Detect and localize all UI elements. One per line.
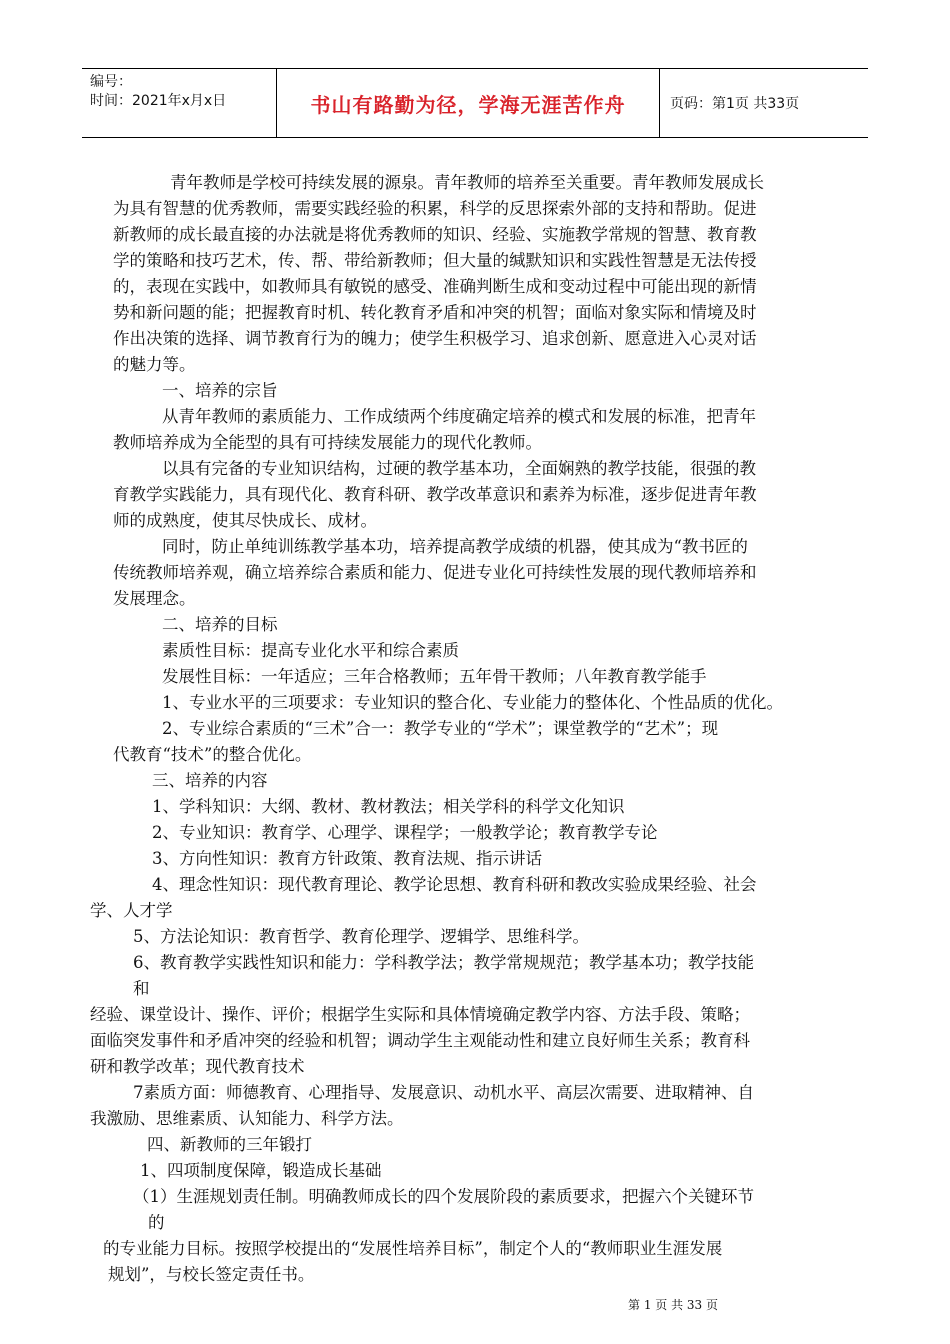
body-line: 代教育“技术”的整合优化。 (113, 745, 312, 764)
body-line: 育教学实践能力，具有现代化、教育科研、教学改革意识和素养为标准，逐步促进青年教 (113, 485, 757, 504)
doc-time-label: 时间：2021年x月x日 (90, 93, 227, 109)
body-line: 面临突发事件和矛盾冲突的经验和机智；调动学生主观能动性和建立良好师生关系；教育科 (90, 1031, 750, 1050)
body-line: 新教师的成长最直接的办法就是将优秀教师的知识、经验、实施教学常规的智慧、教育教 (113, 225, 757, 244)
body-line: 研和教学改革；现代教育技术 (90, 1057, 305, 1076)
body-line: 和 (133, 979, 150, 998)
body-line: 教师培养成为全能型的具有可持续发展能力的现代化教师。 (113, 433, 542, 452)
body-line: 4、理念性知识：现代教育理论、教学论思想、教育科研和教改实验成果经验、社会 (152, 875, 757, 894)
body-line: 发展理念。 (113, 589, 196, 608)
body-line: 学的策略和技巧艺术，传、帮、带给新教师；但大量的缄默知识和实践性智慧是无法传授 (113, 251, 757, 270)
body-line: 的魅力等。 (113, 355, 196, 374)
section-heading: 四、新教师的三年锻打 (147, 1135, 312, 1154)
header-page-info: 页码：第1页 共33页 (670, 96, 800, 112)
body-line: 经验、课堂设计、操作、评价；根据学生实际和具体情境确定教学内容、方法手段、策略； (90, 1005, 750, 1024)
body-line: 青年教师是学校可持续发展的源泉。青年教师的培养至关重要。青年教师发展成长 (170, 173, 764, 192)
body-line: 的专业能力目标。按照学校提出的“发展性培养目标”，制定个人的“教师职业生涯发展 (103, 1239, 723, 1258)
body-line: 我激励、思维素质、认知能力、科学方法。 (90, 1109, 404, 1128)
body-line: 1、专业水平的三项要求：专业知识的整合化、专业能力的整体化、个性品质的优化。 (162, 693, 783, 712)
body-line: 规划”，与校长签定责任书。 (108, 1265, 315, 1284)
footer-page-number: 第 1 页 共 33 页 (628, 1298, 718, 1312)
doc-code-label: 编号： (90, 74, 132, 90)
body-line: 师的成熟度，使其尽快成长、成材。 (113, 511, 377, 530)
section-heading: 一、培养的宗旨 (162, 381, 278, 400)
header-motto: 书山有路勤为径，学海无涯苦作舟 (277, 69, 660, 137)
body-line: 同时，防止单纯训练教学基本功，培养提高教学成绩的机器，使其成为“教书匠的 (162, 537, 748, 556)
page-header (82, 68, 868, 138)
body-line: 势和新问题的能；把握教育时机、转化教育矛盾和冲突的机智；面临对象实际和情境及时 (113, 303, 757, 322)
section-heading: 二、培养的目标 (162, 615, 278, 634)
page-footer (0, 1296, 950, 1313)
body-line: 1、学科知识：大纲、教材、教材教法；相关学科的科学文化知识 (152, 797, 625, 816)
body-line: 发展性目标：一年适应；三年合格教师；五年骨干教师；八年教育教学能手 (162, 667, 707, 686)
body-line: 1、四项制度保障，锻造成长基础 (140, 1161, 382, 1180)
body-line: 6、教育教学实践性知识和能力：学科教学法；教学常规规范；教学基本功；教学技能 (133, 953, 754, 972)
body-line: 2、专业知识：教育学、心理学、课程学；一般教学论；教育教学专论 (152, 823, 658, 842)
body-line: 3、方向性知识：教育方针政策、教育法规、指示讲话 (152, 849, 542, 868)
body-line: 的，表现在实践中，如教师具有敏锐的感受、准确判断生成和变动过程中可能出现的新情 (113, 277, 757, 296)
body-line: 作出决策的选择、调节教育行为的魄力；使学生积极学习、追求创新、愿意进入心灵对话 (113, 329, 757, 348)
body-line: （1）生涯规划责任制。明确教师成长的四个发展阶段的素质要求，把握六个关键环节 (133, 1187, 754, 1206)
body-line: 7素质方面：师德教育、心理指导、发展意识、动机水平、高层次需要、进取精神、自 (133, 1083, 754, 1102)
body-line: 以具有完备的专业知识结构，过硬的教学基本功，全面娴熟的教学技能，很强的教 (162, 459, 756, 478)
body-line: 素质性目标：提高专业化水平和综合素质 (162, 641, 459, 660)
body-line: 学、人才学 (90, 901, 173, 920)
body-line: 2、专业综合素质的“三术”合一：教学专业的“学术”；课堂教学的“艺术”；现 (162, 719, 719, 738)
body-line: 为具有智慧的优秀教师，需要实践经验的积累，科学的反思探索外部的支持和帮助。促进 (113, 199, 757, 218)
body-line: 传统教师培养观，确立培养综合素质和能力、促进专业化可持续性发展的现代教师培养和 (113, 563, 757, 582)
body-line: 的 (148, 1213, 165, 1232)
body-line: 5、方法论知识：教育哲学、教育伦理学、逻辑学、思维科学。 (133, 927, 589, 946)
body-line: 从青年教师的素质能力、工作成绩两个纬度确定培养的模式和发展的标准，把青年 (162, 407, 756, 426)
section-heading: 三、培养的内容 (152, 771, 268, 790)
header-meta (82, 69, 277, 137)
